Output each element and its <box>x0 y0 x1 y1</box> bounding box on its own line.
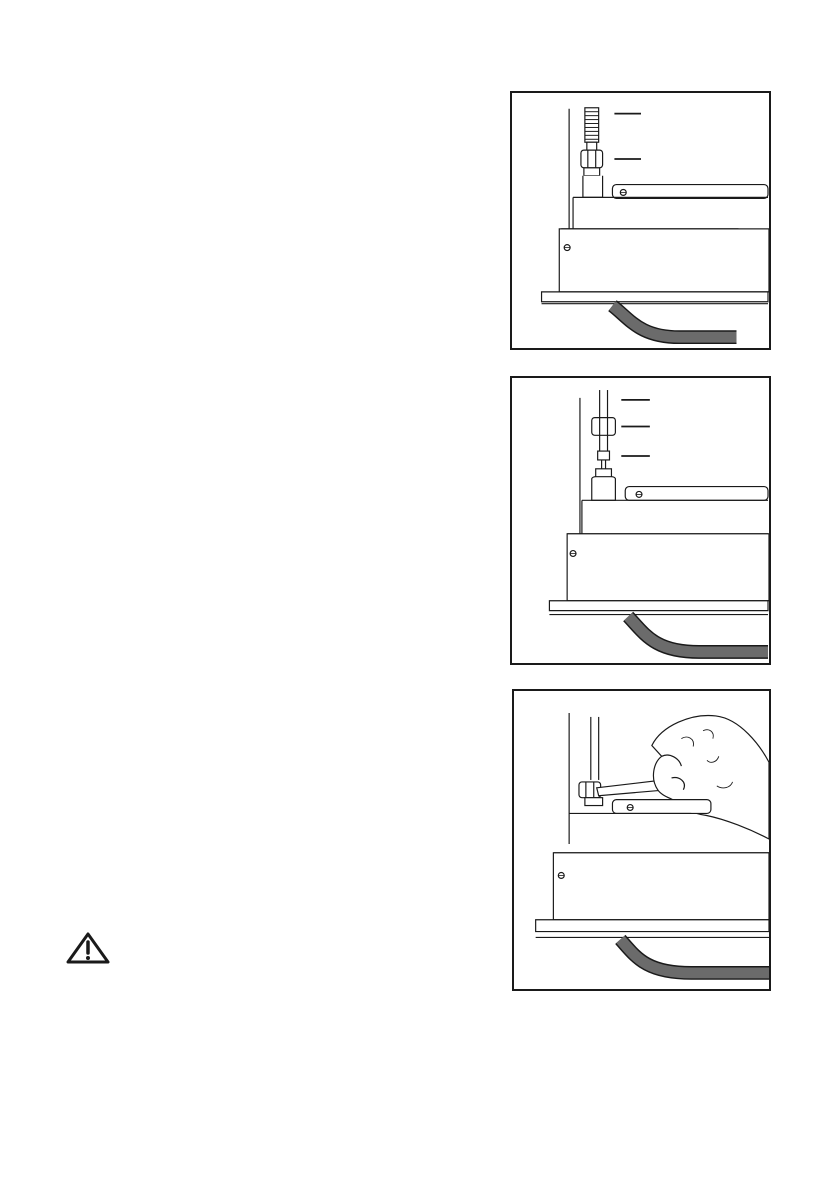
figure-tightening-with-spanner <box>512 689 771 991</box>
figure-flexible-hose-connection <box>510 91 771 350</box>
figure-rigid-pipe-connection <box>510 376 771 665</box>
warning-triangle-icon <box>66 932 110 964</box>
